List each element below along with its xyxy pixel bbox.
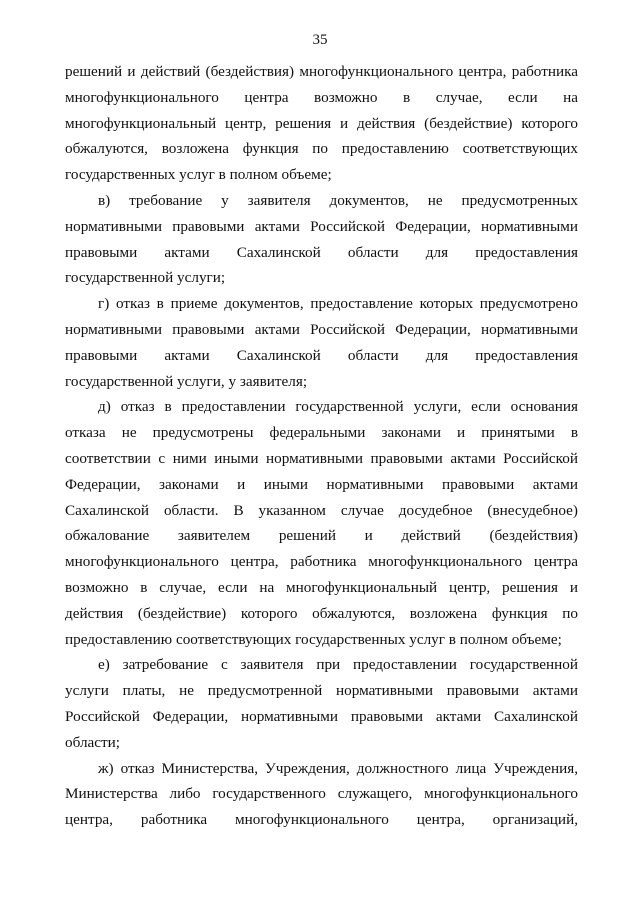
text-line: многофункциональный центр, решения и действия (бездействие) которого — [65, 114, 578, 132]
text-line: г) отказ в приеме документов, предоставление которых предусмотрено — [98, 295, 578, 313]
text-line: ж) отказ Министерства, Учреждения, должностного лица Учреждения, — [98, 759, 578, 777]
text-line: соответствии с ними иными нормативными правовыми актами Российской — [65, 449, 578, 467]
text-line: обжалуются, возложена функция по предоставлению соответствующих — [65, 140, 578, 158]
text-line: нормативными правовыми актами Российской Федерации, нормативными — [65, 217, 578, 235]
text-line: центра, работника многофункционального центра, организаций, — [65, 811, 578, 829]
text-line: области; — [65, 733, 120, 751]
text-line: действия (бездействие) которого обжалуются, возложена функция по — [65, 604, 578, 622]
paragraph — [65, 756, 578, 833]
text-line: Федерации, законами и иными нормативными правовыми актами — [65, 475, 578, 493]
text-line: государственных услуг в полном объеме; — [65, 166, 332, 184]
text-line: отказа не предусмотрены федеральными законами и принятыми в — [65, 424, 578, 442]
text-line: в) требование у заявителя документов, не предусмотренных — [98, 191, 578, 209]
text-line: Российской Федерации, нормативными правовыми актами Сахалинской — [65, 707, 578, 725]
paragraph — [65, 652, 578, 755]
text-line: Сахалинской области. В указанном случае досудебное (внесудебное) — [65, 501, 578, 519]
paragraph — [65, 59, 578, 188]
text-line: возможно в случае, если на многофункциональный центр, решения и — [65, 578, 578, 596]
paragraph — [65, 291, 578, 394]
text-line: нормативными правовыми актами Российской Федерации, нормативными — [65, 320, 578, 338]
text-line: е) затребование с заявителя при предоставлении государственной — [98, 656, 578, 674]
text-line: государственной услуги, у заявителя; — [65, 372, 308, 390]
paragraph — [65, 394, 578, 652]
document-body — [65, 59, 578, 833]
text-line: правовыми актами Сахалинской области для предоставления — [65, 346, 578, 364]
text-line: многофункционального центра, работника многофункционального центра — [65, 553, 578, 571]
text-line: многофункционального центра возможно в случае, если на — [65, 88, 578, 106]
text-line: обжалование заявителем решений и действий (бездействия) — [65, 527, 578, 545]
text-line: решений и действий (бездействия) многофункционального центра, работника — [65, 63, 578, 80]
text-line: Министерства либо государственного служащего, многофункционального — [65, 785, 578, 803]
text-line: правовыми актами Сахалинской области для предоставления — [65, 243, 578, 261]
text-line: предоставлению соответствующих государственных услуг в полном объеме; — [65, 630, 562, 648]
text-line: государственной услуги; — [65, 269, 226, 287]
paragraph — [65, 188, 578, 291]
page-number: 35 — [312, 32, 328, 48]
text-line: д) отказ в предоставлении государственной услуги, если основания — [98, 398, 578, 416]
text-line: услуги платы, не предусмотренной нормативными правовыми актами — [65, 682, 578, 700]
